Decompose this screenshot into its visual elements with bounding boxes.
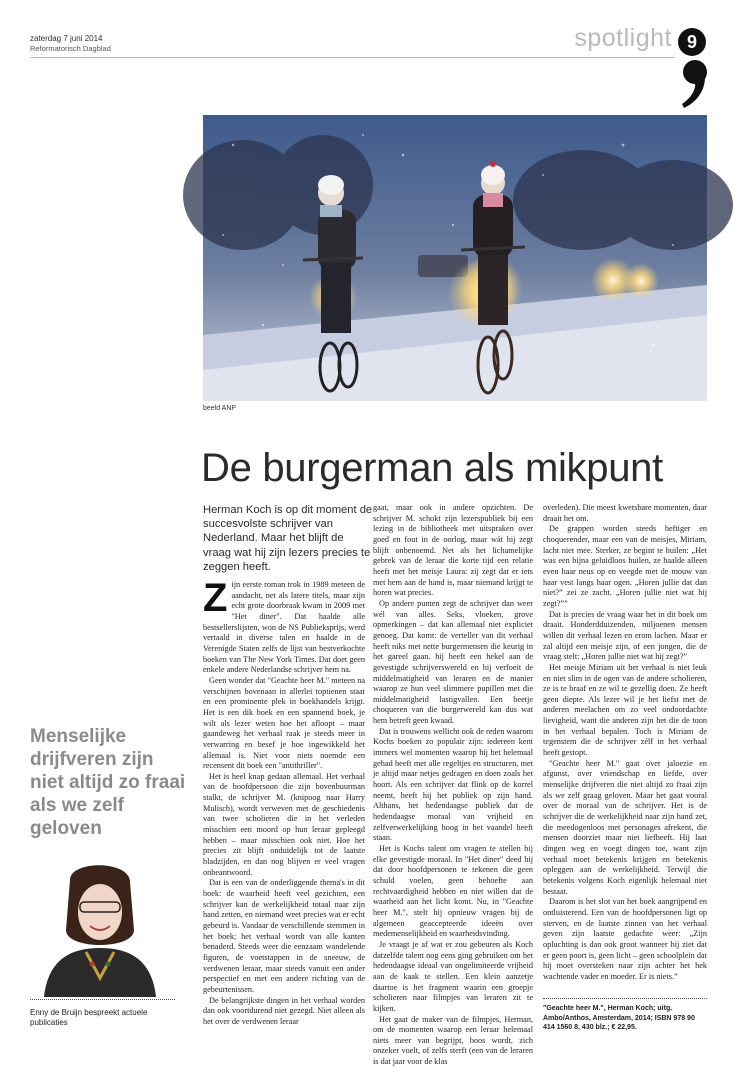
comma-logo-icon bbox=[679, 60, 709, 110]
article-paragraph: Dat is precies de vraag waar het in dit boek om draait. Honderdduizenden, miljoenen mensen willen dit verhaal lezen en erom lachen. Maar er zal altijd een meisje zijn, of een jongen, die de vraag stelt: „Horen jullie niet wat hij zegt?” bbox=[543, 609, 707, 662]
cyclists-snow-photo bbox=[203, 115, 707, 401]
article-column-3 bbox=[543, 503, 707, 991]
article-column-1 bbox=[203, 576, 365, 1032]
portrait-caption: Enny de Bruijn bespreekt actuele publicaties bbox=[30, 1008, 148, 1027]
book-info: "Geachte heer M.", Herman Koch; uitg. Ambo/Anthos, Amsterdam, 2014; ISBN 978 90 414 1560 8, 430 blz.; € 22,95. bbox=[543, 1005, 695, 1031]
article-paragraph: gaat, maar ook in andere opzichten. De schrijver M. schokt zijn lezerspubliek bij een lezing in de bibliotheek met uitspraken over goed en fout in de oorlog, maar wát hij zegt blijft onbenoemd. Net als het lichamelijke gebrek van de leraar die korte tijd een relatie heeft met het meisje Laura: zij zegt dat er iets met hem aan de hand is, maar niemand krijgt te horen wat precies. bbox=[373, 503, 533, 598]
article-paragraph: Het is Kochs talent om vragen te stellen bij elke gevestigde moraal. In "Het diner" deed hij dat door hoofdpersonen te tekenen die geen schuld voelen, geen behoefte aan rechtvaardigheid hebben en niet willen dat de waarheid aan het licht komt. Nu, in "Geachte heer M.", stelt hij opnieuw vragen bij de algemeen geaccepteerde ideeën over medemenselijkheid en waarheidsvinding. bbox=[373, 844, 533, 939]
article-headline: De burgerman als mikpunt bbox=[201, 446, 663, 490]
article-paragraph: Daarom is het slot van het boek aangrijpend en ontluisterend. Een van de hoofdpersonen ligt op sterven, en de laatste zinnen van het verhaal geven zijn laatste gedachte weer: „Zijn opluchting is dan ook groot wanneer hij ziet dat er geen poort is, geen licht – geen schoolplein dat hij moet oversteken naar zijn achter het hek wachtende vader en moeder. Er is niets.” bbox=[543, 897, 707, 981]
article-paragraph: Zijn eerste roman trok in 1989 meteen de aandacht, net als latere titels, maar zijn echt grote doorbraak kwam in 2009 met "Het diner". Dat haalde alle bestsellerslijsten, won de NS Publieksprijs, werd vertaald in diverse talen en haalde in de Verenigde Staten zelfs de lijst van bestverkochte boeken van The New York Times. Dat doet geen enkele andere Nederlandse schrijver hem na. bbox=[203, 576, 365, 675]
article-paragraph: Het meisje Miriam uit het verhaal is niet leuk en niet slim in de ogen van de andere scholieren, ze is te braaf en ze wil te gezellig doen. Ze heeft geen diepte. Als lezer wil je het liefst met de anderen meelachen om zo veel ondoordachte lievigheid, want die anderen zijn het die de toon in het verhaal bepalen. Toch is Miriam de tegenstem die de schrijver zélf in het verhaal heeft gestopt. bbox=[543, 662, 707, 758]
author-portrait bbox=[30, 860, 170, 997]
article-paragraph: Het is heel knap gedaan allemaal. Het verhaal van de hoofdpersoon die zijn bovenbuurman stalkt, de schrijver M. (knipoog naar Harry Mulisch), wordt verweven met de geschiedenis van twee scholieren die in het verleden misschien een moord op hun leraar gepleegd hebben – maar misschien ook niet. Hoe het precies zit blijft onduidelijk tot de laatste bladzijden, en dan nog blijven er veel vragen onbeantwoord. bbox=[203, 771, 365, 877]
caption-divider bbox=[30, 999, 175, 1000]
article-paragraph: Op andere punten zegt de schrijver dan weer wél van alles. Seks, vloeken, grove opmerkingen – dat kan allemaal niet expliciet genoeg. Dat komt: de verteller van dit verhaal heeft niks met nette burgermensen die keurig in het gareel gaan. hij heeft een hekel aan de gevestigde schrijverswereld en hij verfoeit de middelmatigheid van leraren en de manier waarop ze hun veel slimmere pupillen met die middelmatigheid lastigvallen. Een beetje choqueren van die burgerwereld kan dus wat hem betreft geen kwaad. bbox=[373, 598, 533, 726]
article-paragraph: "Geachte heer M." gaat over jaloezie en afgunst, over vriendschap en liefde, over menselijke drijfveren die niet altijd zo fraai zijn als we zelf graag geloven. Maar het gaat vooral over de moraal van de schrijver. Het is de schrijver die de werkelijkheid naar zijn hand zet, die meedogenloos met personages afrekent, die mensen doorziet maar niet liefheeft. Hij laat dingen weg en voegt dingen toe, want zijn verhaal moet betekenis krijgen en betekenis opleggen aan de werkelijkheid. Terwijl die betekenis volgens Koch eigenlijk helemaal niet bestaat. bbox=[543, 758, 707, 896]
article-column-2 bbox=[373, 503, 533, 1067]
article-paragraph: Dat is trouwens wellicht ook de reden waarom Kochs boeken zo populair zijn: iedereen kent immers wel momenten waarop hij het helemaal gehad heeft met alle regeltjes en structuren, met je altijd maar netjes gedragen en doen zoals het hoort. Als een schrijver dat flink op de korrel neemt, heeft hij het publiek op zijn hand. Althans, het hedendaagse publiek dat de hedendaagse moraal van vrijheid en zelfverwerkelijking hoog in het vaandel heeft staan. bbox=[373, 726, 533, 843]
article-paragraph: Je vraagt je af wat er zou gebeuren als Koch datzelfde talent nog eens ging gebruiken om het hedendaagse ideaal van ongelimiteerde vrijheid aan de kaak te stellen. Een klein aanzetje daartoe is het fragment waarin een groepje scholieren naar filmpjes van leraren zit te kijken. bbox=[373, 939, 533, 1013]
issue-date: zaterdag 7 juni 2014 bbox=[30, 34, 103, 43]
section-title: spotlight bbox=[574, 24, 672, 52]
article-paragraph: Dat is een van de onderliggende thema's in dit boek: de waarheid heeft veel gezichten, een schrijver kan de werkelijkheid totaal naar zijn hand zetten, en niemand weet precies wat er echt gebeurd is. Vandaar de verschillende stemmen in het boek; het verhaal wordt van alle kanten benaderd. Steeds weer die eenzaam wandelende figuren, de voetstappen in de sneeuw, de verdwenen leraar, maar steeds vanuit een ander perspectief en met een andere richting van de gebeurtenissen. bbox=[203, 878, 365, 994]
photo-credit: beeld ANP bbox=[203, 405, 237, 412]
article-paragraph: Het gaat de maker van de filmpjes, Herman, om de momenten waarop een leraar helemaal niets meer van begrijpt, boos wordt, zich onzeker voelt, of zelfs sterft (een van de leraren is dat jaar voor de klas bbox=[373, 1014, 533, 1067]
article-intro: Herman Koch is op dit moment de succesvolste schrijver van Nederland. Maar het blijft de vraag wat hij zijn lezers precies te zeggen heeft. bbox=[203, 504, 373, 573]
article-paragraph: overleden). Die meest kwetsbare momenten, daar draait het om. bbox=[543, 503, 707, 523]
article-paragraph: De grappen worden steeds heftiger en choquerender, maar een van de meisjes, Miriam, lacht niet mee. Sterker, ze begint te huilen: „Het was een bijna geluidloos huilen, ze haalde alleen even haar neus op en veegde met de mouw van haar vest langs haar ogen. „Horen jullie dat dan niet?” zei ze zacht. „Horen jullie niet wat hij zegt?”” bbox=[543, 524, 707, 608]
page-number: 9 bbox=[678, 28, 706, 56]
pull-quote: Menselijke drijfveren zijn niet altijd zo fraai als we zelf geloven bbox=[30, 726, 186, 839]
drop-cap: Z bbox=[203, 576, 228, 620]
book-info-divider bbox=[543, 998, 707, 999]
newspaper-name: Reformatorisch Dagblad bbox=[30, 44, 111, 53]
article-paragraph: Geen wonder dat "Geachte heer M." meteen na verschijnen bovenaan in allerlei toptienen staat en een prominente plek in boekhandels krijgt. Het is een dik boek en een spannend boek, je wilt als lezer weten hoe het afloopt – maar gaandeweg het verhaal raak je steeds meer in verwarring en besef je hoe ingewikkeld het allemaal is. Niet voor niets noemde een recensent dit boek een "antithriller". bbox=[203, 675, 365, 771]
header-divider bbox=[30, 57, 675, 58]
article-paragraph: De belangrijkste dingen in het verhaal worden dan ook voortdurend niet gezegd. Niet alleen als het over de verdwenen leraar bbox=[203, 995, 365, 1026]
